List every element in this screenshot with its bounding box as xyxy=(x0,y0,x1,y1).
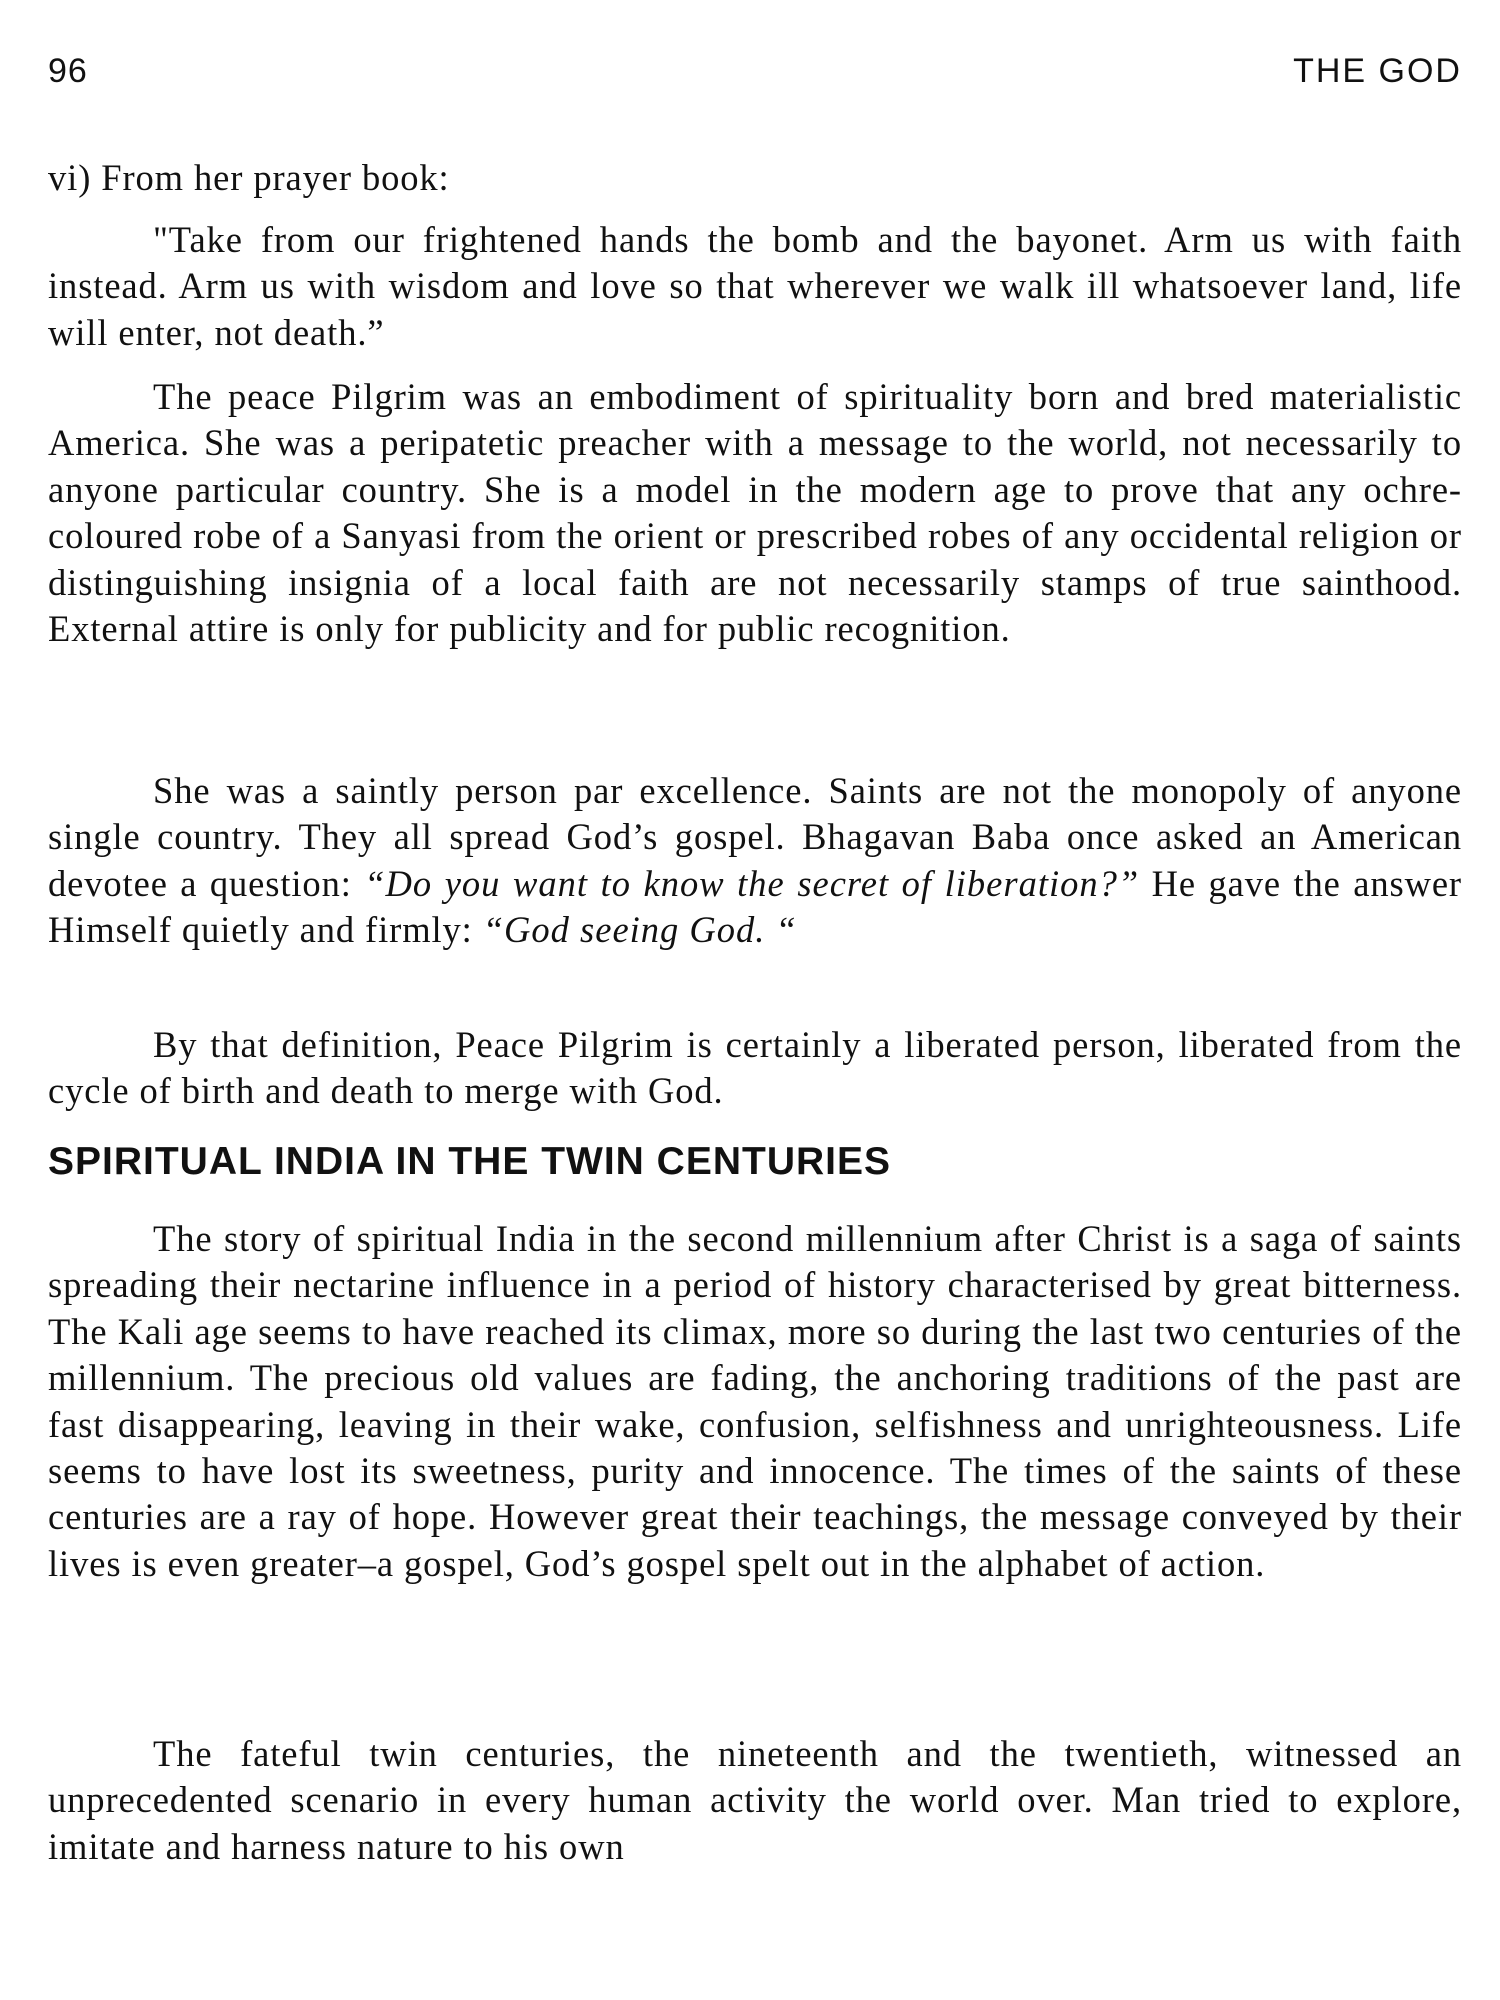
paragraph-twin-centuries: The fateful twin centuries, the nineteenth and the twentieth, witnessed an unprecedented scenario in every human activity the world over. Man tried to explore, imitate and harness nature to his own xyxy=(48,1733,1462,1867)
section-label: vi) From her prayer book: xyxy=(48,157,450,198)
italic-answer: “God seeing God. “ xyxy=(482,909,797,951)
section-heading: SPIRITUAL INDIA IN THE TWIN CENTURIES xyxy=(48,1140,892,1183)
paragraph-text: He gave the answer Himself quietly and firmly: xyxy=(48,862,1462,951)
page-header xyxy=(48,52,1462,102)
italic-question: “Do you want to know the secret of liberation?” xyxy=(364,862,1140,904)
page-number: 96 xyxy=(48,52,88,90)
paragraph-definition: By that definition, Peace Pilgrim is certainly a liberated person, liberated from the cycle of birth and death to merge with God. xyxy=(48,1024,1462,1112)
paragraph-text: She was a saintly person par excellence. Saints are not the monopoly of anyone single country. They all spread God’s gospel. Bhagavan Baba once asked an American devotee a question: xyxy=(48,770,1462,904)
paragraph-saintly-person xyxy=(48,768,1462,954)
paragraph-spiritual-india: The story of spiritual India in the second millennium after Christ is a saga of saints spreading their nectarine influence in a period of history characterised by great bitterness. The Kali age seems to have reached its climax, more so during the last two centuries of the millennium. The precious old values are fading, the anchoring traditions of the past are fast disappearing, leaving in their wake, confusion, selfishness and unrighteousness. Life seems to have lost its sweetness, purity and innocence. The times of the saints of these centuries are a ray of hope. However great their teachings, the message conveyed by their lives is even greater–a gospel, God’s gospel spelt out in the alphabet of action. xyxy=(48,1218,1462,1584)
paragraph-peace-pilgrim: The peace Pilgrim was an embodiment of spirituality born and bred materialistic America. She was a peripatetic preacher with a message to the world, not necessarily to anyone particular country. She is a model in the modern age to prove that any ochre-coloured robe of a Sanyasi from the orient or prescribed robes of any occidental religion or distinguishing insignia of a local faith are not necessarily stamps of true sainthood. External attire is only for publicity and for public recognition. xyxy=(48,376,1462,650)
prayer-quote: "Take from our frightened hands the bomb and the bayonet. Arm us with faith instead. Arm us with wisdom and love so that wherever we walk ill whatsoever land, life will enter, not death.” xyxy=(48,219,1462,353)
running-title: THE GOD xyxy=(1293,52,1462,90)
